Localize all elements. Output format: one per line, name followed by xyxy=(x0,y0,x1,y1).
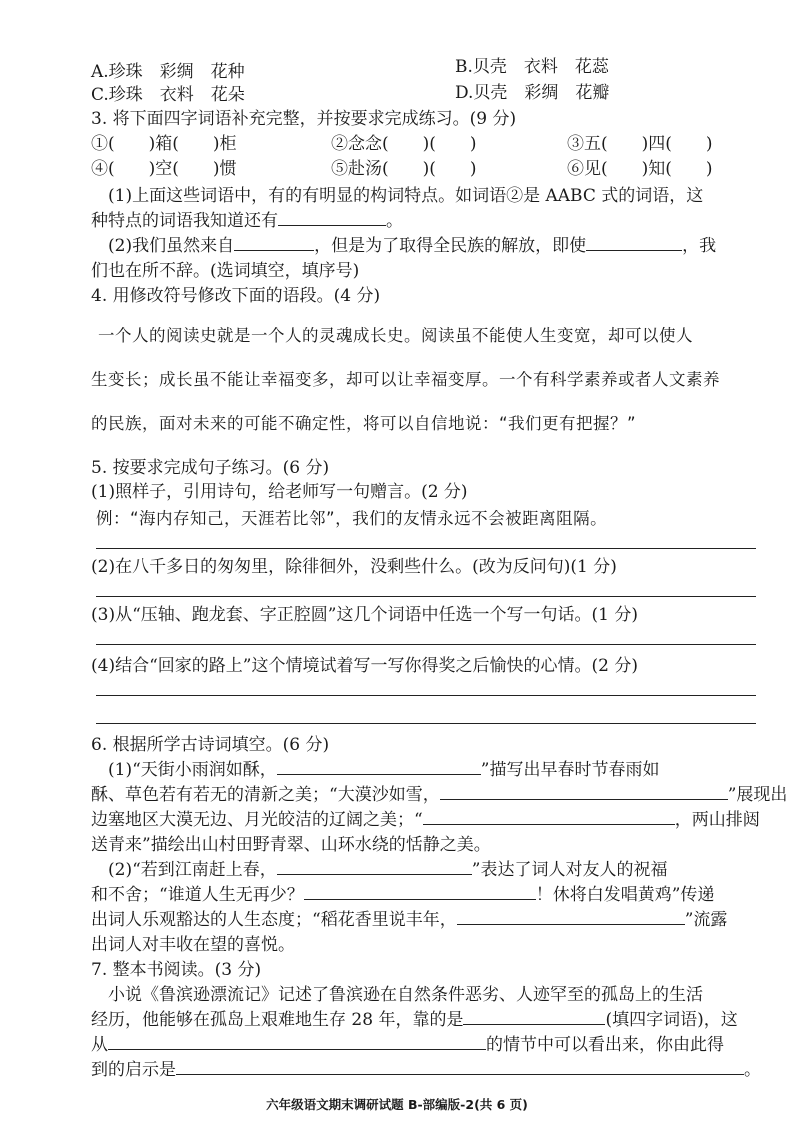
q3-item-1: ①( )箱( )柜 xyxy=(91,134,237,154)
q7-text: 从 xyxy=(91,1035,108,1055)
q6-p1-line2 xyxy=(91,780,787,805)
q5-example: 例：“海内存知己，天涯若比邻”，我们的友情永远不会被距离阻隔。 xyxy=(96,509,608,528)
q3-sub2-line2: 们也在所不辞。(选词填空，填序号) xyxy=(91,261,360,281)
q6-text: 边塞地区大漠无边、月光皎洁的辽阔之美；“ xyxy=(91,810,423,830)
q6-text: ”表达了词人对友人的祝福 xyxy=(471,860,668,880)
answer-blank[interactable] xyxy=(586,234,682,251)
q3-item-3: ③五( )四( ) xyxy=(567,134,713,154)
q6-p2-line1 xyxy=(108,855,667,880)
answer-blank[interactable] xyxy=(277,758,481,775)
option-b: B.贝壳 衣料 花蕊 xyxy=(455,57,609,77)
q3-title: 3. 将下面四字词语补充完整，并按要求完成练习。(9 分) xyxy=(91,109,517,129)
q6-p2-line2 xyxy=(91,880,714,905)
answer-line[interactable] xyxy=(96,644,756,645)
answer-blank[interactable] xyxy=(176,1058,744,1075)
option-a: A.珍珠 彩绸 花种 xyxy=(91,62,245,82)
q4-passage-line3: 的民族，面对未来的可能不确定性，将可以自信地说：“我们更有把握？” xyxy=(91,414,637,433)
q4-passage-line2: 生变长；成长虽不能让幸福变多，却可以让幸福变厚。一个有科学素养或者人文素养 xyxy=(91,370,720,389)
q6-p1-line4: 送青来”描绘出山村田野青翠、山环水绕的恬静之美。 xyxy=(91,835,491,855)
q7-line1: 小说《鲁滨逊漂流记》记述了鲁滨逊在自然条件恶劣、人迹罕至的孤岛上的生活 xyxy=(108,985,703,1005)
q6-text: (1)“天街小雨润如酥， xyxy=(108,760,277,780)
q7-title: 7. 整本书阅读。(3 分) xyxy=(91,960,262,980)
q6-text: 和不舍；“谁道人生无再少？ xyxy=(91,885,304,905)
q6-p2-line4: 出词人对丰收在望的喜悦。 xyxy=(91,935,295,955)
q3-sub1-line2 xyxy=(91,206,403,231)
q5-sub1: (1)照样子，引用诗句，给老师写一句赠言。(2 分) xyxy=(91,482,468,502)
q5-title: 5. 按要求完成句子练习。(6 分) xyxy=(91,458,330,478)
answer-blank[interactable] xyxy=(277,858,472,875)
q6-p1-line1 xyxy=(108,755,659,780)
answer-line[interactable] xyxy=(96,695,756,696)
answer-blank[interactable] xyxy=(463,1008,605,1025)
answer-line[interactable] xyxy=(96,723,756,724)
q3-sub1-line1: (1)上面这些词语中，有的有明显的构词特点。如词语②是 AABC 式的词语，这 xyxy=(108,186,704,206)
q6-text: ！休将白发唱黄鸡”传递 xyxy=(535,885,715,905)
q7-text: 经历，他能够在孤岛上艰难地生存 28 年，靠的是 xyxy=(91,1010,464,1030)
q5-sub4: (4)结合“回家的路上”这个情境试着写一写你得奖之后愉快的心情。(2 分) xyxy=(91,656,638,676)
q3-sub1-end: 。 xyxy=(386,211,403,231)
q7-text: 到的启示是 xyxy=(91,1060,176,1080)
q6-text: ”描写出早春时节春雨如 xyxy=(480,760,660,780)
q6-text: ”展现出 xyxy=(727,785,788,805)
q5-sub2: (2)在八千多日的匆匆里，除徘徊外，没剩些什么。(改为反问句)(1 分) xyxy=(91,557,617,577)
q5-sub3: (3)从“压轴、跑龙套、字正腔圆”这几个词语中任选一个写一句话。(1 分) xyxy=(91,605,638,625)
answer-blank[interactable] xyxy=(304,883,536,900)
q3-item-2: ②念念( )( ) xyxy=(331,134,477,154)
q3-sub2-text-c: ，我 xyxy=(682,236,717,256)
answer-blank[interactable] xyxy=(278,209,386,226)
q6-text: (2)“若到江南赶上春， xyxy=(108,860,277,880)
q7-line2 xyxy=(91,1005,738,1030)
q3-sub1-text: 种特点的词语我知道还有 xyxy=(91,211,278,231)
q3-sub2-line1 xyxy=(108,231,716,256)
q3-item-4: ④( )空( )惯 xyxy=(91,159,237,179)
q6-p1-line3 xyxy=(91,805,760,830)
q6-text: ，两山排闼 xyxy=(674,810,760,830)
answer-line[interactable] xyxy=(96,596,756,597)
q6-text: 出词人乐观豁达的人生态度；“稻花香里说丰年， xyxy=(91,910,457,930)
q4-title: 4. 用修改符号修改下面的语段。(4 分) xyxy=(91,286,381,306)
answer-blank[interactable] xyxy=(440,783,728,800)
q7-text: (填四字词语)，这 xyxy=(605,1010,738,1030)
answer-blank[interactable] xyxy=(423,808,675,825)
option-c: C.珍珠 衣料 花朵 xyxy=(91,85,245,105)
q6-text: ”流露 xyxy=(684,910,728,930)
answer-blank[interactable] xyxy=(457,908,685,925)
q6-title: 6. 根据所学古诗词填空。(6 分) xyxy=(91,735,330,755)
q3-item-6: ⑥见( )知( ) xyxy=(567,159,713,179)
q6-p2-line3 xyxy=(91,905,727,930)
q3-sub2-text-a: (2)我们虽然来自 xyxy=(108,236,235,256)
answer-blank[interactable] xyxy=(234,234,314,251)
q4-passage-line1: 一个人的阅读史就是一个人的灵魂成长史。阅读虽不能使人生变宽，却可以使人 xyxy=(98,326,693,345)
answer-blank[interactable] xyxy=(108,1033,486,1050)
q3-sub2-text-b: ，但是为了取得全民族的解放，即使 xyxy=(314,236,587,256)
answer-line[interactable] xyxy=(96,548,756,549)
q7-line3 xyxy=(91,1030,724,1055)
page-footer: 六年级语文期末调研试题 B-部编版-2(共 6 页) xyxy=(266,1097,528,1112)
q3-item-5: ⑤赴汤( )( ) xyxy=(331,159,477,179)
q6-text: 酥、草色若有若无的清新之美；“大漠沙如雪， xyxy=(91,785,440,805)
q7-line4 xyxy=(91,1055,761,1080)
q7-text: 。 xyxy=(744,1060,761,1080)
option-d: D.贝壳 彩绸 花瓣 xyxy=(455,83,610,103)
q7-text: 的情节中可以看出来，你由此得 xyxy=(486,1035,724,1055)
